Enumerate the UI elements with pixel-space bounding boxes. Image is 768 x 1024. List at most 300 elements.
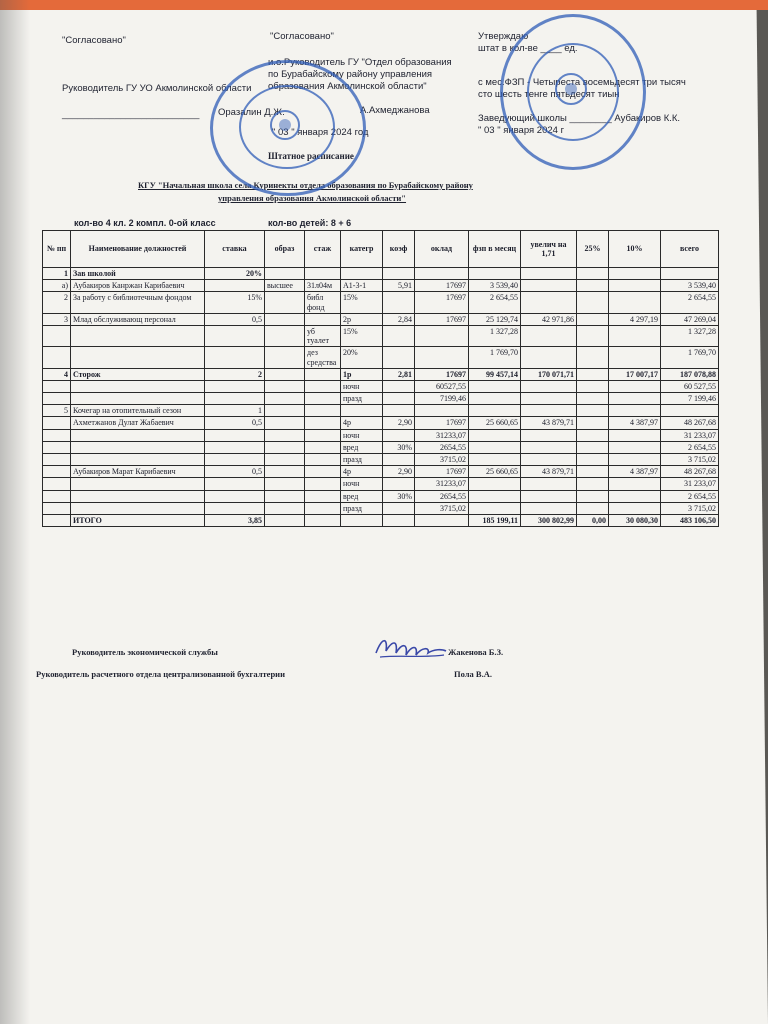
table-cell: 17697 (415, 313, 469, 325)
table-cell: 2 654,55 (661, 490, 719, 502)
table-cell (305, 478, 341, 490)
table-cell (305, 466, 341, 478)
table-cell: 20% (341, 347, 383, 368)
table-cell: 2 (43, 292, 71, 313)
table-cell (305, 454, 341, 466)
table-cell (521, 454, 577, 466)
table-cell (43, 502, 71, 514)
col-header: Наименование должностей (71, 231, 205, 268)
table-cell: 15% (205, 292, 265, 313)
table-cell (383, 429, 415, 441)
col-header: стаж (305, 231, 341, 268)
table-cell: 48 267,68 (661, 417, 719, 429)
table-row (43, 347, 719, 368)
table-cell: Сторож (71, 368, 205, 380)
table-cell (469, 441, 521, 453)
table-cell: 300 802,99 (521, 514, 577, 526)
table-cell: 47 269,04 (661, 313, 719, 325)
table-cell: 0,5 (205, 417, 265, 429)
table-cell: 25 660,65 (469, 466, 521, 478)
table-cell (305, 313, 341, 325)
table-cell: 7199,46 (415, 393, 469, 405)
table-cell (265, 466, 305, 478)
table-cell (577, 429, 609, 441)
table-cell (265, 292, 305, 313)
col-header: увелич на 1,71 (521, 231, 577, 268)
mid-date: " 03 " января 2024 год (272, 127, 369, 138)
approve-label: Утверждаю (478, 31, 529, 42)
table-cell (521, 268, 577, 280)
table-cell (43, 393, 71, 405)
top-red-strip (0, 0, 768, 10)
table-cell: 4 387,97 (609, 466, 661, 478)
table-cell: 43 879,71 (521, 466, 577, 478)
table-row (43, 292, 719, 313)
table-cell (43, 454, 71, 466)
table-row (43, 393, 719, 405)
table-cell: 0,00 (577, 514, 609, 526)
table-row (43, 490, 719, 502)
table-cell (521, 280, 577, 292)
table-cell: 17697 (415, 280, 469, 292)
table-cell: 2р (341, 313, 383, 325)
table-row (43, 405, 719, 417)
table-row (43, 454, 719, 466)
table-cell (265, 454, 305, 466)
table-cell (577, 405, 609, 417)
table-cell: Зав школой (71, 268, 205, 280)
table-cell (305, 514, 341, 526)
table-cell: 4 (43, 368, 71, 380)
table-cell (43, 490, 71, 502)
mid-position-2: по Бурабайскому району управления (268, 69, 433, 80)
table-cell: 483 106,50 (661, 514, 719, 526)
table-cell (265, 368, 305, 380)
table-cell: 30% (383, 490, 415, 502)
econ-head-label: Руководитель экономической службы (72, 647, 218, 657)
table-cell: 3715,02 (415, 454, 469, 466)
table-cell: 2 654,55 (469, 292, 521, 313)
table-cell (43, 347, 71, 368)
col-header: № пп (43, 231, 71, 268)
table-cell: 1 769,70 (469, 347, 521, 368)
table-cell (577, 466, 609, 478)
table-cell (383, 393, 415, 405)
table-cell (661, 405, 719, 417)
table-cell (521, 502, 577, 514)
table-cell (577, 441, 609, 453)
table-cell (577, 380, 609, 392)
col-header: оклад (415, 231, 469, 268)
col-header: коэф (383, 231, 415, 268)
table-cell (383, 380, 415, 392)
table-cell (609, 268, 661, 280)
school-name-line-1: КГУ "Начальная школа села Куринекты отдела образования по Бурабайскому району (138, 180, 473, 190)
table-cell (265, 502, 305, 514)
table-cell (521, 393, 577, 405)
table-cell (383, 405, 415, 417)
table-cell (265, 429, 305, 441)
mid-position-3: образования Акмолинской области" (268, 81, 427, 92)
table-cell: 2,81 (383, 368, 415, 380)
table-cell: 99 457,14 (469, 368, 521, 380)
table-cell: 31 233,07 (661, 429, 719, 441)
official-stamp-right (500, 14, 646, 170)
table-cell: 20% (205, 268, 265, 280)
table-cell (205, 325, 265, 346)
table-cell: 17697 (415, 368, 469, 380)
table-cell: А1-3-1 (341, 280, 383, 292)
table-cell (609, 280, 661, 292)
table-cell: вред (341, 490, 383, 502)
table-cell (265, 313, 305, 325)
table-cell (305, 268, 341, 280)
table-cell (71, 393, 205, 405)
col-header: ставка (205, 231, 265, 268)
table-cell (265, 490, 305, 502)
table-row (43, 380, 719, 392)
table-cell (469, 429, 521, 441)
table-cell (415, 347, 469, 368)
table-cell (521, 347, 577, 368)
table-cell (661, 268, 719, 280)
table-cell (71, 429, 205, 441)
table-cell (265, 478, 305, 490)
table-cell: уб туалет (305, 325, 341, 346)
table-cell: 17697 (415, 417, 469, 429)
table-cell (265, 380, 305, 392)
table-cell (205, 478, 265, 490)
school-name-line-2: управления образования Акмолинской области" (218, 193, 407, 203)
table-cell (205, 347, 265, 368)
table-cell (43, 478, 71, 490)
table-cell (577, 478, 609, 490)
table-cell (383, 502, 415, 514)
stamp-emblem-left-icon (213, 63, 363, 193)
table-cell (205, 441, 265, 453)
table-cell (577, 313, 609, 325)
official-stamp-left (210, 60, 369, 196)
table-cell (383, 325, 415, 346)
table-cell: вред (341, 441, 383, 453)
table-cell (305, 368, 341, 380)
table-cell (521, 478, 577, 490)
table-cell (305, 393, 341, 405)
agreed-label-2: "Согласовано" (270, 31, 334, 42)
col-header: всего (661, 231, 719, 268)
table-cell (609, 405, 661, 417)
table-cell (205, 490, 265, 502)
table-cell: 1 (205, 405, 265, 417)
table-cell: 31233,07 (415, 429, 469, 441)
col-header: категр (341, 231, 383, 268)
table-cell (383, 347, 415, 368)
table-cell (383, 268, 415, 280)
table-cell (609, 441, 661, 453)
table-cell: 2654,55 (415, 441, 469, 453)
table-cell: а) (43, 280, 71, 292)
table-cell: 4 387,97 (609, 417, 661, 429)
table-cell (415, 405, 469, 417)
table-header-row (43, 231, 719, 268)
table-cell (383, 514, 415, 526)
table-row (43, 368, 719, 380)
table-cell (521, 441, 577, 453)
table-cell: ИТОГО (71, 514, 205, 526)
table-cell (205, 454, 265, 466)
table-cell: 3 (43, 313, 71, 325)
table-cell (71, 490, 205, 502)
table-cell (577, 417, 609, 429)
table-cell: За работу с библиотечным фондом (71, 292, 205, 313)
table-cell (577, 393, 609, 405)
children-info: кол-во детей: 8 + 6 (268, 218, 352, 228)
table-cell: 4 297,19 (609, 313, 661, 325)
table-cell (265, 347, 305, 368)
table-cell (577, 502, 609, 514)
table-cell: 15% (341, 325, 383, 346)
table-cell (43, 429, 71, 441)
table-cell: празд (341, 454, 383, 466)
table-cell: 3 539,40 (469, 280, 521, 292)
table-cell (383, 478, 415, 490)
table-cell (341, 405, 383, 417)
table-cell (415, 325, 469, 346)
table-cell (43, 514, 71, 526)
table-row (43, 429, 719, 441)
table-cell: 3715,02 (415, 502, 469, 514)
table-cell: ночн (341, 429, 383, 441)
agreed-label-1: "Согласовано" (62, 35, 126, 46)
table-cell (265, 441, 305, 453)
table-cell (43, 417, 71, 429)
table-cell (341, 268, 383, 280)
table-cell: 60527,55 (415, 380, 469, 392)
payroll-words-1: с мес.ФЗП - Четыреста восемьдесят три тысяч (478, 77, 686, 88)
table-cell: 31л04м (305, 280, 341, 292)
table-cell (71, 441, 205, 453)
table-cell (43, 441, 71, 453)
table-cell (383, 292, 415, 313)
table-cell (577, 347, 609, 368)
table-cell (71, 347, 205, 368)
econ-head-name: Жакенова Б.З. (448, 647, 504, 657)
table-cell: 17697 (415, 292, 469, 313)
table-cell (265, 405, 305, 417)
staff-units: штат в кол-ве ____ ед. (478, 43, 578, 54)
table-cell (609, 478, 661, 490)
table-row (43, 514, 719, 526)
table-cell (205, 380, 265, 392)
table-cell: 31233,07 (415, 478, 469, 490)
table-row (43, 441, 719, 453)
table-cell (43, 380, 71, 392)
table-cell (265, 325, 305, 346)
table-cell: 43 879,71 (521, 417, 577, 429)
doc-title: Штатное расписание (268, 151, 354, 161)
table-cell (383, 454, 415, 466)
table-cell (521, 405, 577, 417)
table-cell (415, 514, 469, 526)
table-row (43, 325, 719, 346)
table-cell: 1 (43, 268, 71, 280)
table-cell (469, 268, 521, 280)
table-row (43, 268, 719, 280)
table-cell: Аубакиров Марат Карибаевич (71, 466, 205, 478)
table-cell (577, 490, 609, 502)
table-cell: 3 715,02 (661, 454, 719, 466)
table-cell: библ фонд (305, 292, 341, 313)
table-cell (265, 268, 305, 280)
table-cell (609, 393, 661, 405)
table-cell (521, 325, 577, 346)
table-cell (265, 393, 305, 405)
table-cell (469, 454, 521, 466)
table-cell (469, 380, 521, 392)
table-cell: Ахметжанов Дулат Жабаевич (71, 417, 205, 429)
table-cell (205, 429, 265, 441)
table-cell (305, 441, 341, 453)
table-row (43, 466, 719, 478)
table-cell (469, 502, 521, 514)
table-cell (609, 325, 661, 346)
table-cell (609, 502, 661, 514)
table-cell: 48 267,68 (661, 466, 719, 478)
table-cell: 31 233,07 (661, 478, 719, 490)
table-cell (43, 325, 71, 346)
table-cell: 4р (341, 417, 383, 429)
table-body (43, 268, 719, 527)
table-cell (577, 280, 609, 292)
table-cell (609, 454, 661, 466)
table-cell (43, 466, 71, 478)
stamp-emblem-right-icon (503, 17, 643, 167)
table-cell: 42 971,86 (521, 313, 577, 325)
table-cell: 25 129,74 (469, 313, 521, 325)
table-cell (341, 514, 383, 526)
table-row (43, 478, 719, 490)
table-cell: 3 715,02 (661, 502, 719, 514)
table-cell: 2 654,55 (661, 292, 719, 313)
table-cell (521, 380, 577, 392)
table-cell (305, 405, 341, 417)
left-position: Руководитель ГУ УО Акмолинской области (62, 83, 252, 94)
table-cell (305, 502, 341, 514)
table-cell (205, 393, 265, 405)
acc-head-label: Руководитель расчетного отдела централизованной бухгалтерии (36, 669, 285, 679)
table-cell (521, 429, 577, 441)
table-cell (521, 490, 577, 502)
table-cell (609, 429, 661, 441)
table-cell: 3,85 (205, 514, 265, 526)
table-cell (469, 478, 521, 490)
table-cell: 30 080,30 (609, 514, 661, 526)
school-head: Заведующий школы ________ Аубакиров К.К. (478, 113, 681, 124)
table-cell: 2 654,55 (661, 441, 719, 453)
table-cell: 0,5 (205, 466, 265, 478)
table-cell (305, 490, 341, 502)
table-cell: 2,90 (383, 417, 415, 429)
table-cell: Аубакиров Канржан Карибаевич (71, 280, 205, 292)
table-cell (305, 417, 341, 429)
table-cell: 17 007,17 (609, 368, 661, 380)
table-cell: 15% (341, 292, 383, 313)
table-cell (469, 405, 521, 417)
table-cell: Кочегар на отопительный сезон (71, 405, 205, 417)
staff-table (42, 230, 719, 527)
table-cell (469, 393, 521, 405)
table-cell: 2,90 (383, 466, 415, 478)
table-cell: 3 539,40 (661, 280, 719, 292)
table-cell (305, 429, 341, 441)
table-cell: 1р (341, 368, 383, 380)
table-cell (609, 292, 661, 313)
table-row (43, 502, 719, 514)
col-header: образ (265, 231, 305, 268)
table-cell: 17697 (415, 466, 469, 478)
table-cell: 5,91 (383, 280, 415, 292)
table-cell (71, 502, 205, 514)
table-cell: 5 (43, 405, 71, 417)
acc-head-name: Пола В.А. (454, 669, 492, 679)
mid-position-1: и.о.Руководитель ГУ "Отдел образования (268, 57, 452, 68)
table-cell (205, 280, 265, 292)
table-cell (609, 380, 661, 392)
table-cell (71, 380, 205, 392)
table-cell (577, 454, 609, 466)
table-cell: ночн (341, 478, 383, 490)
right-date: " 03 " января 2024 г (478, 125, 565, 136)
table-cell: 60 527,55 (661, 380, 719, 392)
col-header: 25% (577, 231, 609, 268)
table-cell (205, 502, 265, 514)
table-cell: празд (341, 502, 383, 514)
table-cell: 30% (383, 441, 415, 453)
table-cell: высшее (265, 280, 305, 292)
table-cell: 1 327,28 (469, 325, 521, 346)
col-header: 10% (609, 231, 661, 268)
table-cell (577, 268, 609, 280)
table-cell (71, 478, 205, 490)
table-cell: 4р (341, 466, 383, 478)
mid-signer-name: А.Ахмеджанова (360, 105, 430, 116)
table-cell (577, 325, 609, 346)
payroll-words-2: сто шесть тенге пятьдесят тиын (478, 89, 620, 100)
table-cell (305, 380, 341, 392)
table-row (43, 313, 719, 325)
table-cell (71, 454, 205, 466)
table-cell (265, 514, 305, 526)
table-cell (521, 292, 577, 313)
table-cell: 2 (205, 368, 265, 380)
table-cell: 187 078,88 (661, 368, 719, 380)
table-cell (265, 417, 305, 429)
table-cell (577, 368, 609, 380)
classes-info: кол-во 4 кл. 2 компл. 0-ой класс (74, 218, 216, 228)
table-cell: 1 327,28 (661, 325, 719, 346)
table-cell: 185 199,11 (469, 514, 521, 526)
table-cell (577, 292, 609, 313)
table-cell: ночн (341, 380, 383, 392)
table-cell (609, 347, 661, 368)
table-cell: дез средства (305, 347, 341, 368)
table-cell (469, 490, 521, 502)
table-cell: 7 199,46 (661, 393, 719, 405)
table-cell: Млад обслуживающ персонал (71, 313, 205, 325)
table-cell: 0,5 (205, 313, 265, 325)
table-cell: 25 660,65 (469, 417, 521, 429)
left-edge-shadow (0, 0, 30, 1024)
